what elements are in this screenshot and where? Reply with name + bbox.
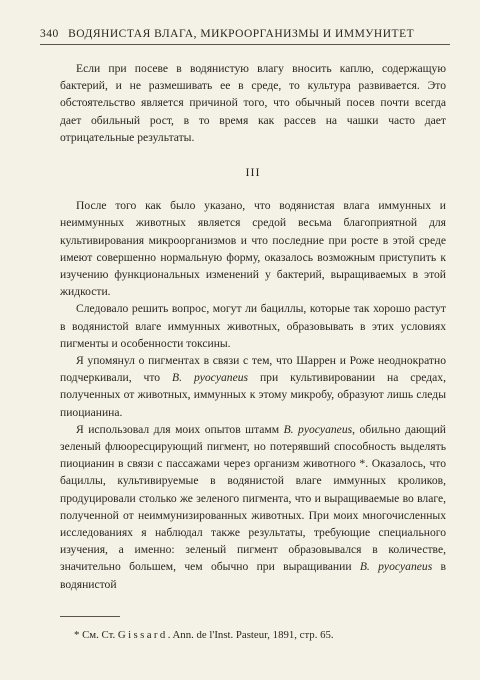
paragraph-5-text-c: в водянистой (60, 560, 447, 591)
footnote-rule (60, 616, 120, 617)
paragraph-4-text-b: при культивировании на средах, полученных от животных, иммунных к этому микробу, образуют лишь следы пиоцианина. (60, 371, 446, 419)
paragraph-5-text-a: Я использовал для моих опытов штамм (76, 422, 284, 436)
paragraph-4-text-a: Я упомянул о пигментах в связи с тем, что Шаррен и Роже неоднократно подчеркивали, что (60, 354, 446, 385)
section-heading: III (245, 165, 261, 180)
paragraph-1: Если при посеве в водянистую влагу вносить каплю, содержащую бактерий, и не размешивать ее в среде, то культура развивается. Это обстоятельство является причиной того, что обычный посев почти всегда дает обильный рост, в то время как рассев на чашки часто дает отрицательные результаты. (60, 62, 446, 144)
paragraph-4 (60, 352, 446, 421)
paragraph-3: Следовало решить вопрос, могут ли бациллы, которые так хорошо растут в водянистой влаге иммунных животных, образовывать в этих условиях пигменты и особенности токсины. (60, 302, 446, 350)
species-name: B. pyocyaneus (283, 422, 353, 436)
page-number: 340 (40, 28, 59, 40)
footnote (60, 628, 446, 642)
paragraph-5 (60, 421, 446, 593)
species-name: B. pyocyaneus (172, 371, 249, 385)
footnote-citation: . Ann. de l'Inst. Pasteur, 1891, стр. 65. (167, 629, 334, 641)
running-title: ВОДЯНИСТАЯ ВЛАГА, МИКРООРГАНИЗМЫ И ИММУНИТЕТ (68, 28, 415, 40)
paragraph-5-text-b: , обильно дающий зеленый флюоресцирующий пигмент, но потерявший способность выделять пиоцианин в связи с пассажами через организм животного *. Оказалось, что бациллы, культивируемые в водянистой влаге иммунных кроликов, продуцировали столько же зеленого пигмента, что и выращиваемые во влаге, полученной от неиммунизированных животных. При моих многочисленных исследованиях я наблюдал также результаты, требующие специального изучения, а именно: зеленый пигмент образовывался в количестве, значительно большем, чем обычно при выращивании (60, 422, 446, 574)
running-header (40, 28, 450, 40)
footnote-prefix: * См. Ст. (74, 629, 118, 641)
species-name: B. pyocyaneus (359, 560, 433, 574)
paragraph-2: После того как было указано, что водянистая влага иммунных и неиммунных животных является средой весьма благоприятной для культивирования микроорганизмов и что последние при росте в этой среде имеют совершенно нормальную форму, оказалось возможным приступить к изучению функциональных изменений у бактерий, выращиваемых в этой жидкости. (60, 199, 446, 299)
main-text (60, 60, 446, 593)
header-rule (40, 44, 450, 45)
footnote-author: Gissard (117, 629, 168, 641)
